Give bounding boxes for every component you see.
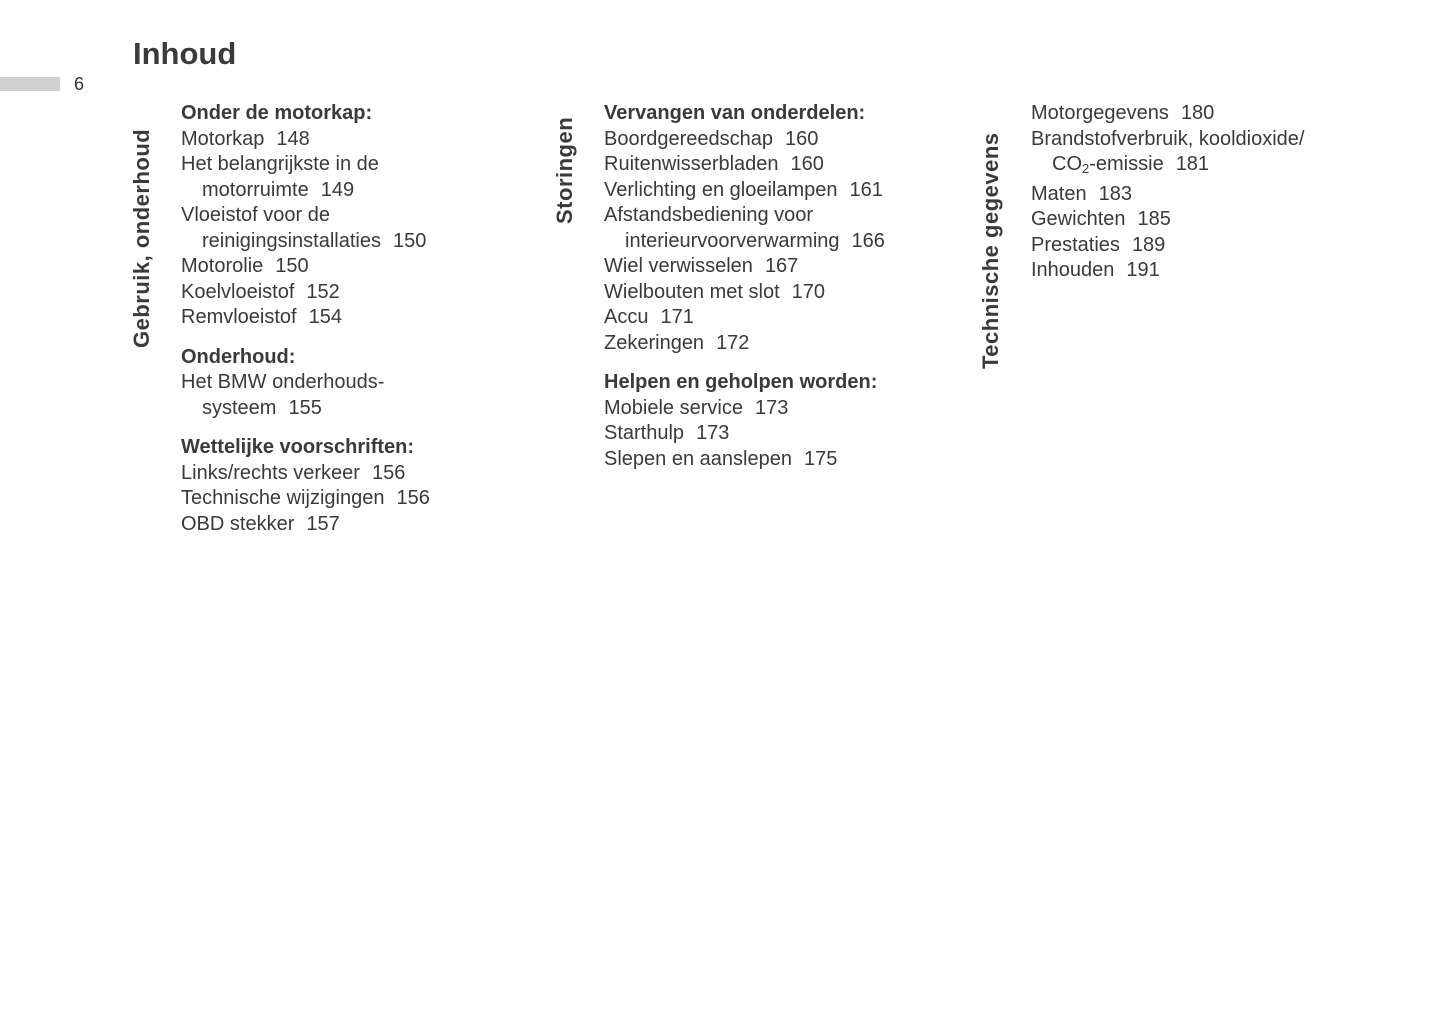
toc-heading-vervangen-van-onderdelen: Vervangen van onderdelen: <box>604 102 866 124</box>
toc-entry-starthulp[interactable]: Starthulp 173 <box>604 422 730 444</box>
toc-entry-motorkap[interactable]: Motorkap 148 <box>181 127 310 150</box>
toc-entry-inhouden[interactable]: Inhouden 191 <box>1031 259 1160 281</box>
toc-heading-onder-de-motorkap: Onder de motorkap: <box>181 102 373 124</box>
toc-entry-prestaties[interactable]: Prestaties 189 <box>1031 233 1166 256</box>
toc-entry-zekeringen[interactable]: Zekeringen 172 <box>604 331 750 354</box>
toc-entry-boordgereedschap[interactable]: Boordgereedschap 160 <box>604 127 819 150</box>
toc-entry-wielbouten[interactable]: Wielbouten met slot 170 <box>604 280 826 303</box>
toc-entry-maten[interactable]: Maten 183 <box>1031 182 1132 205</box>
toc-entry-technische-wijzigingen[interactable]: Technische wijzigingen 156 <box>181 487 430 509</box>
section-label-technische-gegevens: Technische gegevens <box>978 132 1003 369</box>
toc-heading-onderhoud: Onderhoud: <box>181 345 296 368</box>
toc-heading-wettelijke-voorschriften: Wettelijke voorschriften: <box>181 436 415 458</box>
toc-entry-gewichten[interactable]: Gewichten 185 <box>1031 208 1171 230</box>
page-number: 6 <box>74 74 85 94</box>
toc-entry-motorgegevens[interactable]: Motorgegevens 180 <box>1031 102 1215 124</box>
page-marker-bar <box>0 77 60 91</box>
toc-heading-helpen-en-geholpen: Helpen en geholpen worden: <box>604 371 878 393</box>
toc-column-technische <box>1031 101 1304 284</box>
toc-entry-afstandsbediening[interactable]: Afstandsbediening voor interieurvoorverwarming 166 <box>604 204 885 252</box>
toc-entry-vloeistof[interactable]: Vloeistof voor de reinigingsinstallaties 150 <box>181 204 427 252</box>
toc-entry-ruitenwisserbladen[interactable]: Ruitenwisserbladen 160 <box>604 153 824 175</box>
toc-entry-koelvloeistof[interactable]: Koelvloeistof 152 <box>181 280 340 303</box>
toc-entry-brandstofverbruik[interactable]: Brandstofverbruik, kooldioxide/ $CO_2$-emissie 181 <box>1031 127 1305 176</box>
toc-column-storingen <box>604 101 885 472</box>
toc-entry-bmw-onderhoudssysteem[interactable]: Het BMW onderhouds- systeem 155 <box>181 371 385 419</box>
toc-entry-mobiele-service[interactable]: Mobiele service 173 <box>604 396 789 419</box>
section-label-storingen: Storingen <box>552 116 577 224</box>
toc-entry-obd-stekker[interactable]: OBD stekker 157 <box>181 512 340 535</box>
toc-entry-slepen[interactable]: Slepen en aanslepen 175 <box>604 447 838 470</box>
page-title: Inhoud <box>133 36 237 71</box>
toc-entry-remvloeistof[interactable]: Remvloeistof 154 <box>181 306 342 328</box>
section-label-gebruik-onderhoud: Gebruik, onderhoud <box>129 128 154 348</box>
toc-column-gebruik <box>181 101 430 537</box>
toc-entry-links-rechts-verkeer[interactable]: Links/rechts verkeer 156 <box>181 461 406 484</box>
toc-entry-wiel-verwisselen[interactable]: Wiel verwisselen 167 <box>604 255 799 277</box>
toc-entry-belangrijkste[interactable]: Het belangrijkste in de motorruimte 149 <box>181 153 379 201</box>
toc-entry-verlichting[interactable]: Verlichting en gloeilampen 161 <box>604 178 883 201</box>
toc-entry-accu[interactable]: Accu 171 <box>604 306 694 328</box>
toc-entry-motorolie[interactable]: Motorolie 150 <box>181 255 309 277</box>
